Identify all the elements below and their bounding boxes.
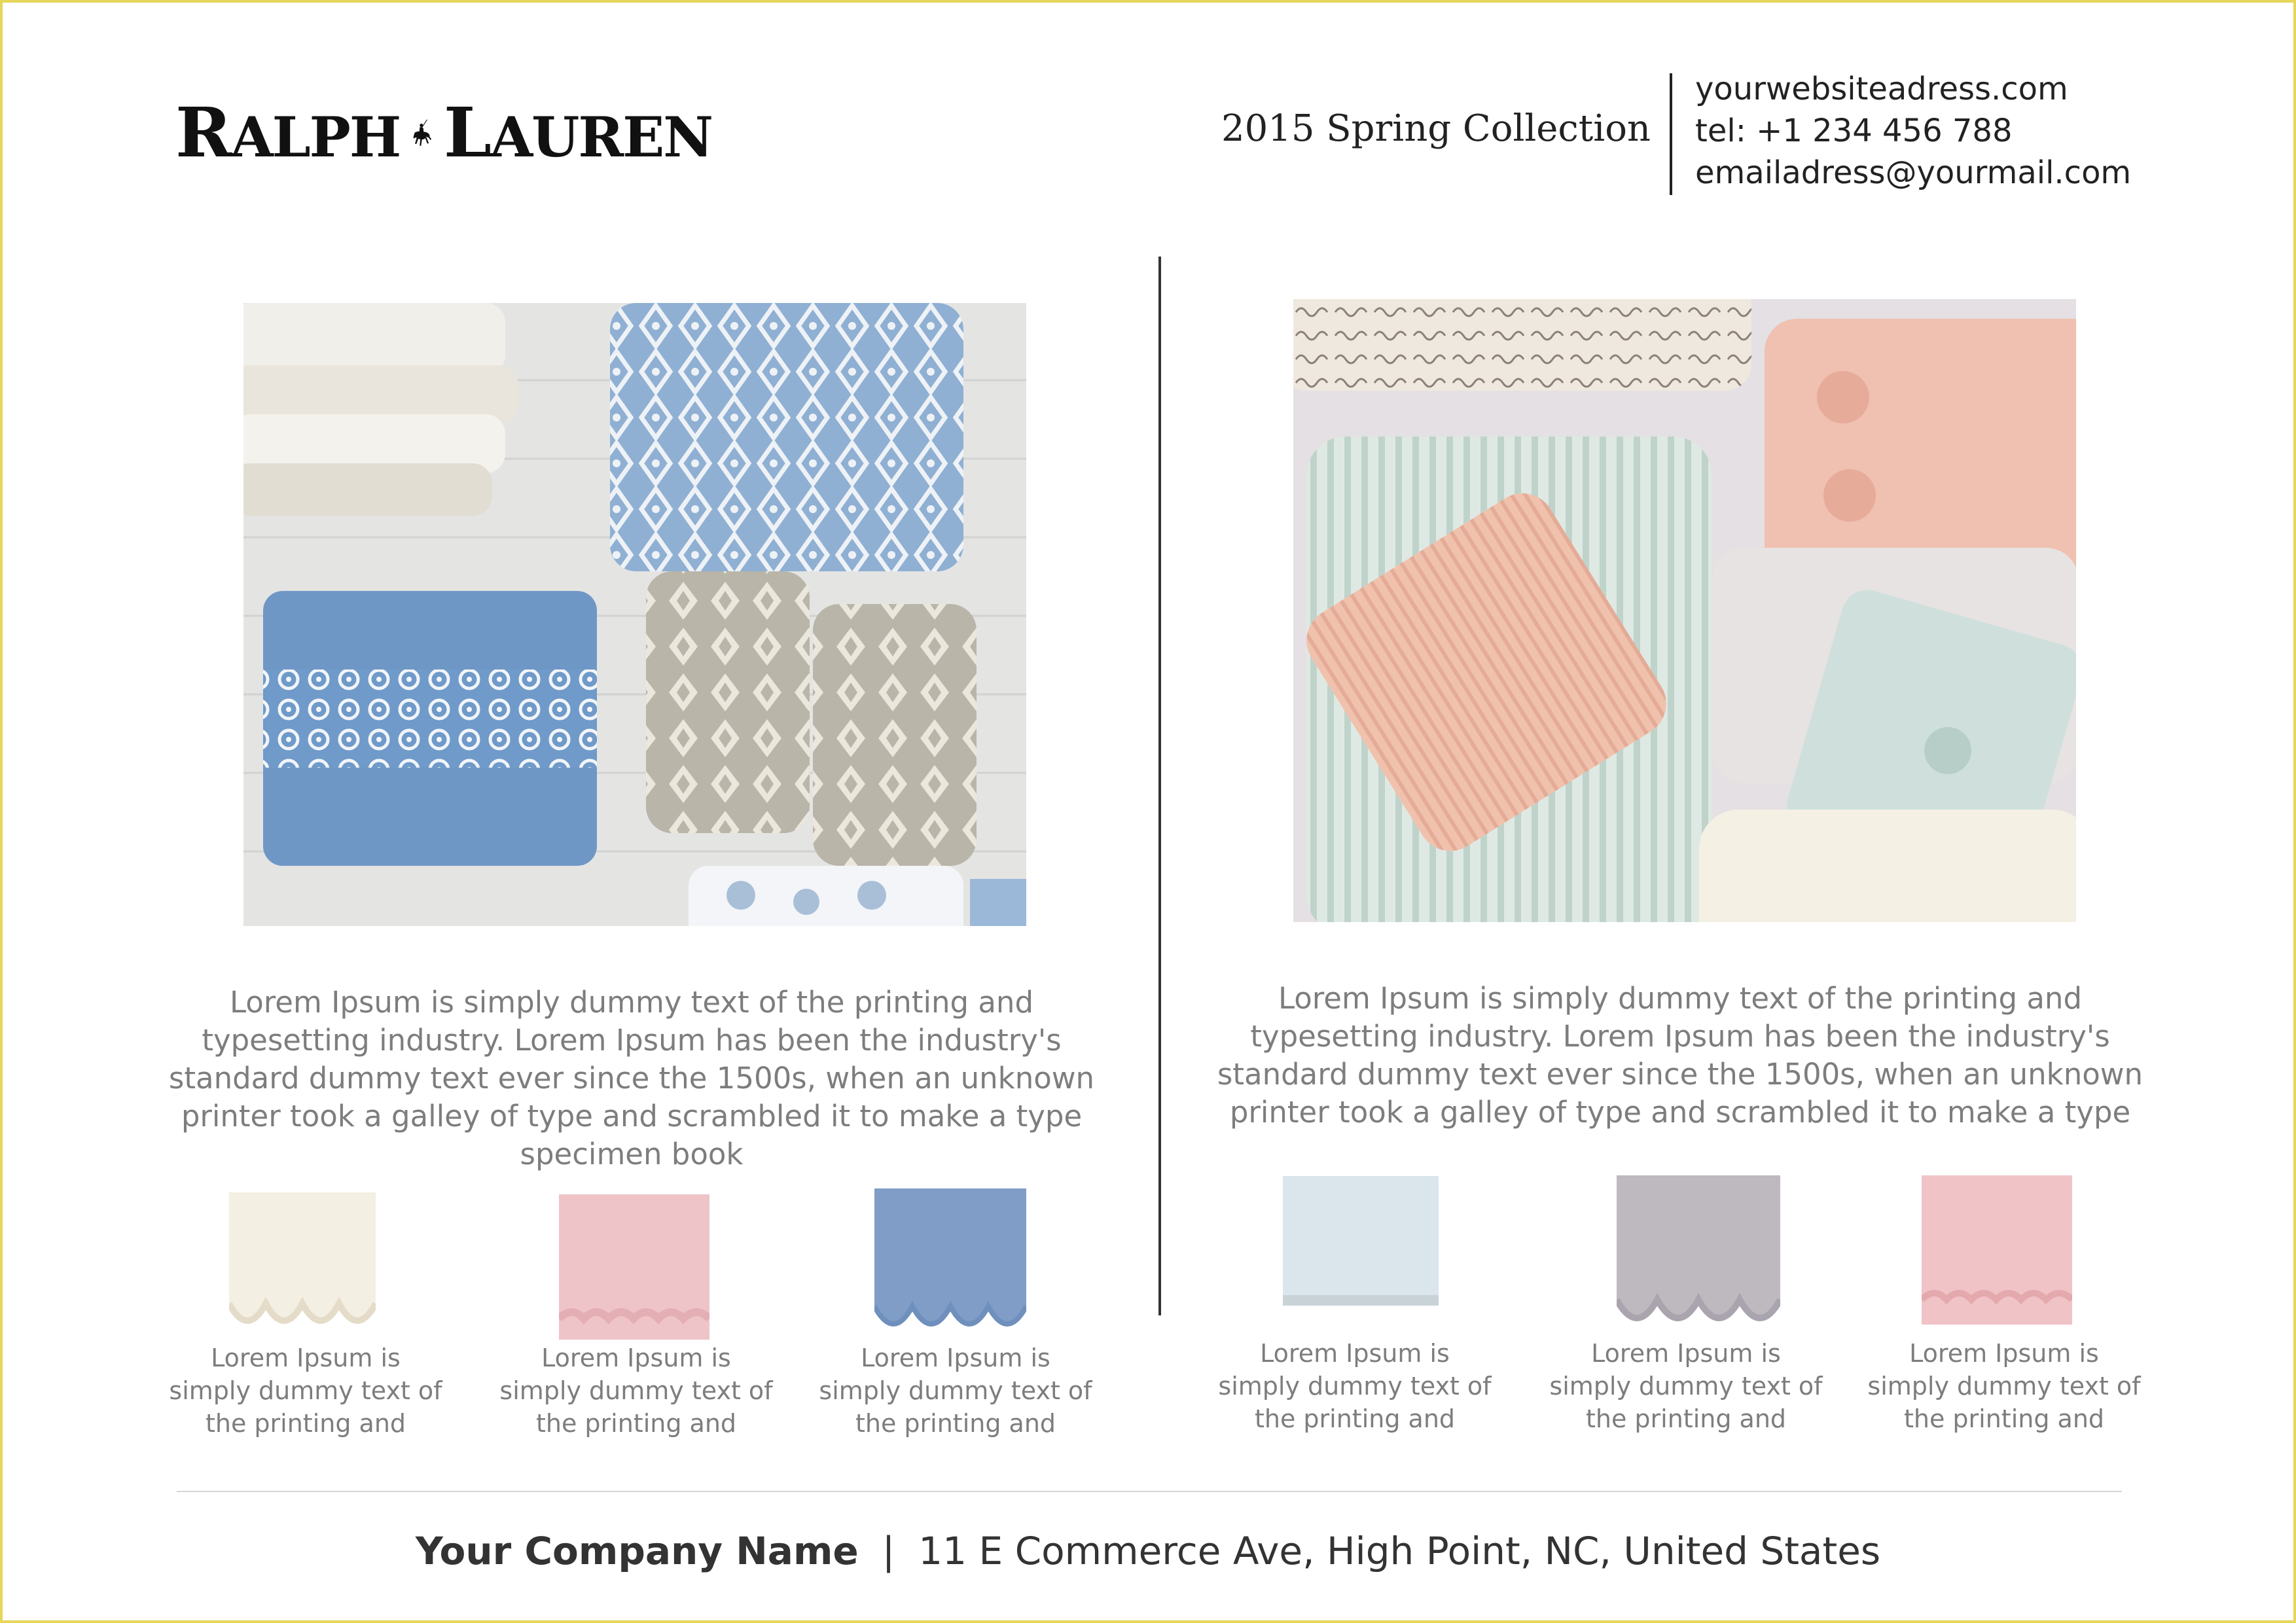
left-swatch-caption-2: Lorem Ipsum is simply dummy text of the printing and — [499, 1344, 773, 1438]
brand-logo — [175, 77, 712, 188]
website-link[interactable]: yourwebsiteadress.com — [1695, 71, 2068, 107]
footer — [0, 1529, 2296, 1573]
footer-divider — [177, 1491, 2122, 1492]
swatch-ivory — [229, 1192, 376, 1338]
swatch-rose — [1922, 1175, 2072, 1325]
right-swatch-caption-1: Lorem Ipsum is simply dummy text of the printing and — [1218, 1339, 1492, 1433]
right-description: Lorem Ipsum is simply dummy text of the printing and typesetting industry. Lorem Ipsum has been the industry's standard dummy text ever since the 1500s, when an unknown printer took a galley of type and scrambled it to make a type — [1217, 981, 2144, 1130]
swatch-blue — [874, 1188, 1026, 1342]
collection-title: 2015 Spring Collection — [1221, 107, 1651, 150]
right-product-photo — [1293, 299, 2076, 922]
header-divider — [1670, 73, 1672, 195]
company-name: Your Company Name — [415, 1529, 859, 1573]
phone-number: tel: +1 234 456 788 — [1695, 113, 2013, 149]
footer-separator: | — [882, 1529, 895, 1573]
column-divider — [1158, 257, 1161, 1315]
logo-word-first: RALPH — [175, 92, 401, 173]
company-address: 11 E Commerce Ave, High Point, NC, United States — [918, 1529, 1881, 1573]
swatch-pink — [559, 1194, 709, 1340]
contact-block — [1695, 68, 2131, 194]
right-swatch-caption-2: Lorem Ipsum is simply dummy text of the printing and — [1549, 1339, 1823, 1433]
right-swatch-caption-3: Lorem Ipsum is simply dummy text of the printing and — [1867, 1339, 2141, 1433]
swatch-grey — [1617, 1175, 1780, 1336]
swatch-light-blue — [1283, 1176, 1439, 1330]
left-product-photo — [243, 303, 1026, 926]
polo-player-icon — [412, 77, 432, 188]
logo-word-second: LAUREN — [443, 92, 712, 173]
left-description: Lorem Ipsum is simply dummy text of the printing and typesetting industry. Lorem Ipsum has been the industry's standard dummy text ever since the 1500s, when an unknown printer took a galley of type and scrambled it to make a type specimen book — [168, 985, 1095, 1171]
left-swatch-caption-3: Lorem Ipsum is simply dummy text of the printing and — [819, 1344, 1092, 1438]
email-link[interactable]: emailadress@yourmail.com — [1695, 154, 2132, 191]
left-swatch-caption-1: Lorem Ipsum is simply dummy text of the printing and — [169, 1344, 442, 1438]
